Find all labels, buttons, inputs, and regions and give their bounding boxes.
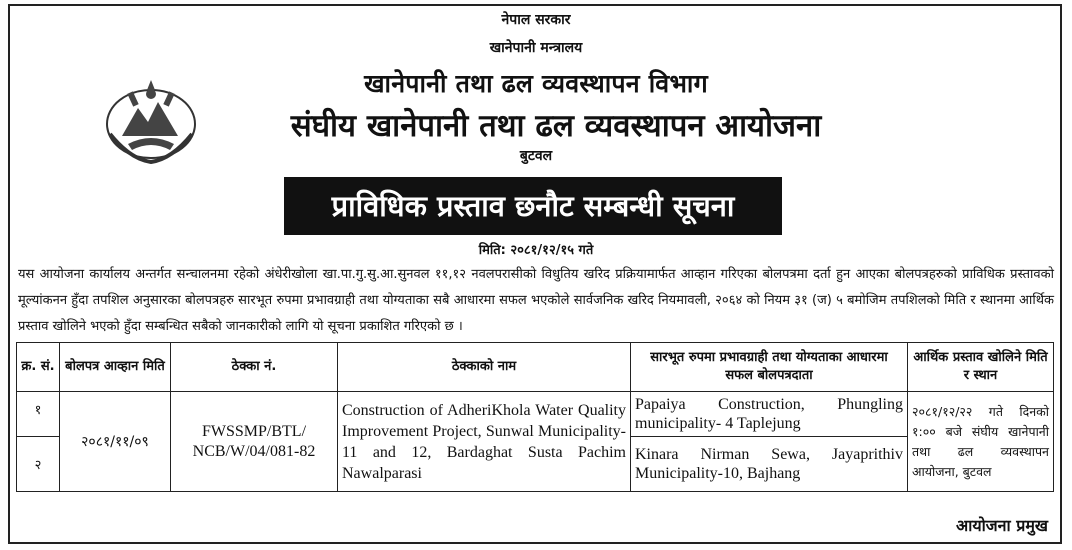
ministry-name: खानेपानी मन्त्रालय [489, 40, 583, 56]
bid-date: २०८१/११/०९ [60, 392, 171, 492]
government-name: नेपाल सरकार [501, 12, 571, 28]
header-contract-name: ठेक्काको नाम [338, 343, 631, 392]
table-row [17, 392, 1054, 437]
table-header-row [17, 343, 1054, 392]
bidders-table [16, 342, 1054, 492]
opening-date-place: २०८१/१२/२२ गते दिनको १:०० बजे संघीय खानेपानी तथा ढल व्यवस्थापन आयोजना, बुटवल [908, 392, 1054, 492]
notice-date: मिति: २०८१/१२/१५ गते [478, 243, 594, 258]
bidder-name: Kinara Nirman Sewa, Jayaprithiv Municipality-10, Bajhang [631, 437, 908, 492]
row-sn: १ [17, 392, 60, 437]
header-opening: आर्थिक प्रस्ताव खोलिने मिति र स्थान [908, 343, 1054, 392]
notice-body: यस आयोजना कार्यालय अन्तर्गत सन्चालनमा रहेको अंधेरीखोला खा.पा.गु.सु.आ.सुनवल ११,१२ नवलपरासीको विधुतिय खरिद प्रक्रियामार्फत आव्हान गरिएका बोलपत्रमा दर्ता हुन आएका बोलपत्रहरुको प्राविधिक प्रस्तावको मूल्यांकनन हुँदा तपशिल अनुसारका बोलपत्रहरु सारभूत रुपमा प्रभावग्राही तथा योग्यताका सबै आधारमा सफल भएकोले सार्वजनिक खरिद नियमावली, २०६४ को नियम ३१ (ज) ५ बमोजिम तपशिलको मिति र स्थानमा आर्थिक प्रस्ताव खोलिने भएको हुँदा सम्बन्धित सबैको जानकारीको लागि यो सूचना प्रकाशित गरिएको छ । [18, 267, 1054, 334]
contract-number: FWSSMP/BTL/ NCB/W/04/081-82 [171, 392, 338, 492]
header-contract-no: ठेक्का नं. [171, 343, 338, 392]
row-sn: २ [17, 437, 60, 492]
header-bid-date: बोलपत्र आव्हान मिति [60, 343, 171, 392]
department-name: खानेपानी तथा ढल व्यवस्थापन विभाग [364, 69, 708, 98]
contract-name: Construction of AdheriKhola Water Quality Improvement Project, Sunwal Municipality-11 and 12, Bardaghat Susta Pachim Nawalparasi [338, 392, 631, 492]
project-name: संघीय खानेपानी तथा ढल व्यवस्थापन आयोजना [290, 108, 822, 144]
header-bidders: सारभूत रुपमा प्रभावग्राही तथा योग्यताका आधारमा सफल बोलपत्रदाता [631, 343, 908, 392]
city-name: बुटवल [519, 148, 553, 164]
signature: आयोजना प्रमुख [955, 516, 1048, 535]
header-sn: क्र. सं. [17, 343, 60, 392]
bidder-name: Papaiya Construction, Phungling municipality- 4 Taplejung [631, 392, 908, 437]
notice-title: प्राविधिक प्रस्ताव छनौट सम्बन्धी सूचना [284, 177, 782, 235]
